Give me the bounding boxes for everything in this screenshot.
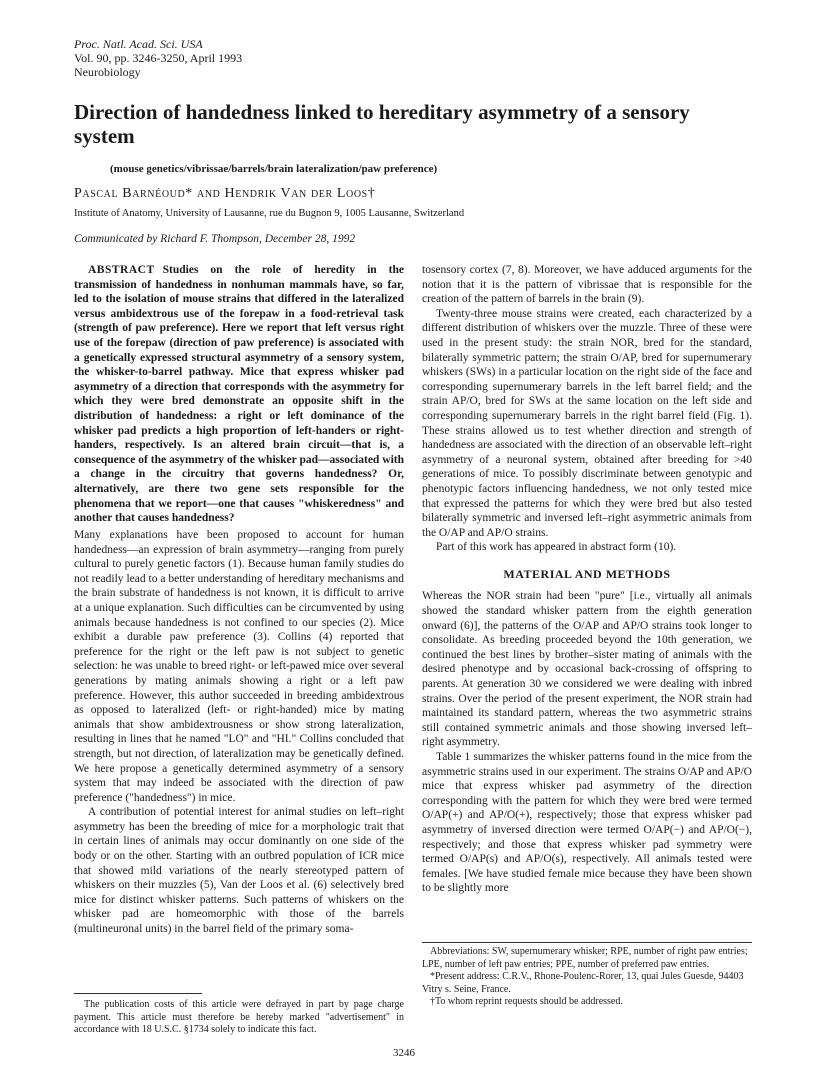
left-column-abstract <box>74 263 404 526</box>
right-column <box>422 263 752 896</box>
footnote-publication-costs: The publication costs of this article were defrayed in part by page charge payment. This article must therefore be hereby marked "advertisement" in accordance with 18 U.S.C. §1734 solely to indicate this fact. <box>74 999 404 1035</box>
abstract-label: ABSTRACT <box>88 264 155 276</box>
journal-volume: Vol. 90, pp. 3246-3250, April 1993 <box>74 51 243 65</box>
article-authors: Pascal Barnéoud* and Hendrik Van der Loos† <box>74 186 376 201</box>
methods-section <box>422 589 752 895</box>
footnotes-left <box>74 999 404 1037</box>
right-column-intro <box>422 263 752 555</box>
intro-paragraph-4: Twenty-three mouse strains were created, each characterized by a different distribution of whiskers over the muzzle. Three of these were used in the present study: the strain NOR, bred for the standard, bilaterally symmetric pattern; the strain O/AP, bred for supernumerary whiskers (SWs) in a particular location on the right side of the face and corresponding supernumerary barrels in the left barrel field; and the strain AP/O, bred for SWs at the same location on the left side and corresponding supernumerary barrels in the right barrel field (Fig. 1). These strains allowed us to test whether direction and strength of handedness are associated with the direction of an observable left–right asymmetry of a neuronal system, obtained after breeding for >40 generations of mice. To possibly discriminate between genotypic and phenotypic factors influencing handedness, we not only tested mice that expressed the patterns for which they were bred but also tested bilaterally symmetric and inversed left–right asymmetric animals from the O/AP and AP/O strains. <box>422 307 752 539</box>
left-column-body <box>74 528 404 937</box>
journal-section: Neurobiology <box>74 65 141 79</box>
footnote-present-address: *Present address: C.R.V., Rhone-Poulenc-Rorer, 13, quai Jules Guesde, 94403 Vitry s. Seine, France. <box>422 971 744 995</box>
intro-paragraph-1: Many explanations have been proposed to account for human handedness—an expression of brain asymmetry—ranging from purely cultural to purely genetic factors (1). Because human family studies do not readily lead to a better understanding of hereditary mechanisms and the brain substrate of handedness is not known, it is difficult to arrive at a unique explanation. Such difficulties can be circumvented by using animals because handedness is not confined to our species (2). Mice exhibit a durable paw preference (3). Collins (4) reported that preference for the right or the left paw is not subject to genetic selection: he was unable to breed right- or left-pawed mice over several generations by mating animals showing a right or a left paw preference. However, this author succeeded in breeding ambidextrous as opposed to lateralized (left- or right-handed) mice by mating animals that show ambidextrousness or show strong lateralization, resulting in lines that he named "LO" and "HI." Collins concluded that strength, but not direction, of lateralization may be genetically defined. We here propose a genetically determined asymmetry of a sensory system that may indeed be associated with the direction of paw preference ("handedness") in mice. <box>74 529 404 804</box>
intro-paragraph-2: A contribution of potential interest for animal studies on left–right asymmetry has been the breeding of mice for a morphologic trait that in certain lines of animals may occur dominantly on one side of the body or on the other. Starting with an outbred population of ICR mice that showed mild variations of the nearly stereotyped pattern of whiskers on their muzzles (5), Van der Loos et al. (6) selectively bred mice for distinct whisker patterns. Such patterns of whiskers on the whisker pad are homeomorphic with those of the barrels (multineuronal units) in the barrel field of the primary soma- <box>74 806 404 936</box>
methods-heading: MATERIAL AND METHODS <box>503 566 671 581</box>
article-keywords: (mouse genetics/vibrissae/barrels/brain lateralization/paw preference) <box>110 163 438 175</box>
footnotes-right <box>422 946 752 1009</box>
footnote-divider-left <box>74 993 202 994</box>
journal-name: Proc. Natl. Acad. Sci. USA <box>74 37 203 51</box>
article-affiliation: Institute of Anatomy, University of Lausanne, rue du Bugnon 9, 1005 Lausanne, Switzerland <box>74 208 465 219</box>
abstract-text: Studies on the role of heredity in the transmission of handedness in nonhuman mammals have, so far, led to the isolation of mouse strains that differed in the lateralized versus ambidextrous use of the forepaw in a food-retrieval task (strength of paw preference). Here we report that left versus right use of the forepaw (direction of paw preference) is associated with a genetically expressed structural asymmetry of a sensory system, the whisker-to-barrel pathway. Mice that express whisker pad asymmetry of a direction that corresponds with the asymmetry for which they were bred demonstrate an opposite shift in the distribution of handedness: a right or left dominance of the whisker pad predicts a high proportion of left-handers or right-handers, respectively. Is an altered brain circuit—that is, a consequence of the asymmetry of the whisker pad—associated with a change in the circuitry that governs handedness? Or, alternatively, are there two gene sets responsible for the phenomena that we report—one that causes "whiskeredness" and another that causes handedness? <box>74 264 404 525</box>
methods-paragraph-1: Whereas the NOR strain had been "pure" [i.e., virtually all animals showed the standard whisker pattern from the eighth generation onward (6)], the patterns of the O/AP and AP/O strains took longer to consolidate. As breeding proceeded beyond the 10th generation, we continued the best lines by brother–sister mating of animals with the desired phenotype and by occasional back-crossing of offspring to parents. At generation 30 we considered we were dealing with inbred strains. Over the period of the present experiment, the NOR strain had maintained its standard pattern, whereas the two asymmetric strains still contained symmetric animals and those showing inversed left–right asymmetry. <box>422 590 752 749</box>
intro-paragraph-5: Part of this work has appeared in abstract form (10). <box>436 541 677 554</box>
abstract <box>74 263 404 526</box>
methods-paragraph-2: Table 1 summarizes the whisker patterns found in the mice from the asymmetric strains used in our experiment. The strains O/AP and AP/O mice that express whisker pad asymmetry of the direction corresponding with the pattern for which they were bred were termed O/AP(+) and AP/O(+), respectively; those that express whisker pad asymmetry of inversed direction were termed O/AP(−) and AP/O(−), respectively; and those that express whisker pad symmetry were termed O/AP(s) and AP/O(s), respectively. All animals tested were females. [We have studied female mice because they have been shown to be slightly more <box>422 751 752 895</box>
footnote-reprints: †To whom reprint requests should be addressed. <box>430 996 623 1007</box>
article-title: Direction of handedness linked to hereditary asymmetry of a sensory system <box>74 100 690 148</box>
communicated-by: Communicated by Richard F. Thompson, December 28, 1992 <box>74 233 356 245</box>
footnote-divider-right <box>422 942 752 943</box>
journal-header <box>74 37 242 79</box>
page-number: 3246 <box>393 1047 415 1059</box>
intro-paragraph-3: tosensory cortex (7, 8). Moreover, we have adduced arguments for the notion that it is the pattern of vibrissae that is responsible for the creation of the pattern of barrels in the brain (9). <box>422 264 752 306</box>
footnote-abbreviations: Abbreviations: SW, supernumerary whisker; RPE, number of right paw entries; LPE, number of left paw entries; PPE, number of preferred paw entries. <box>422 946 748 970</box>
